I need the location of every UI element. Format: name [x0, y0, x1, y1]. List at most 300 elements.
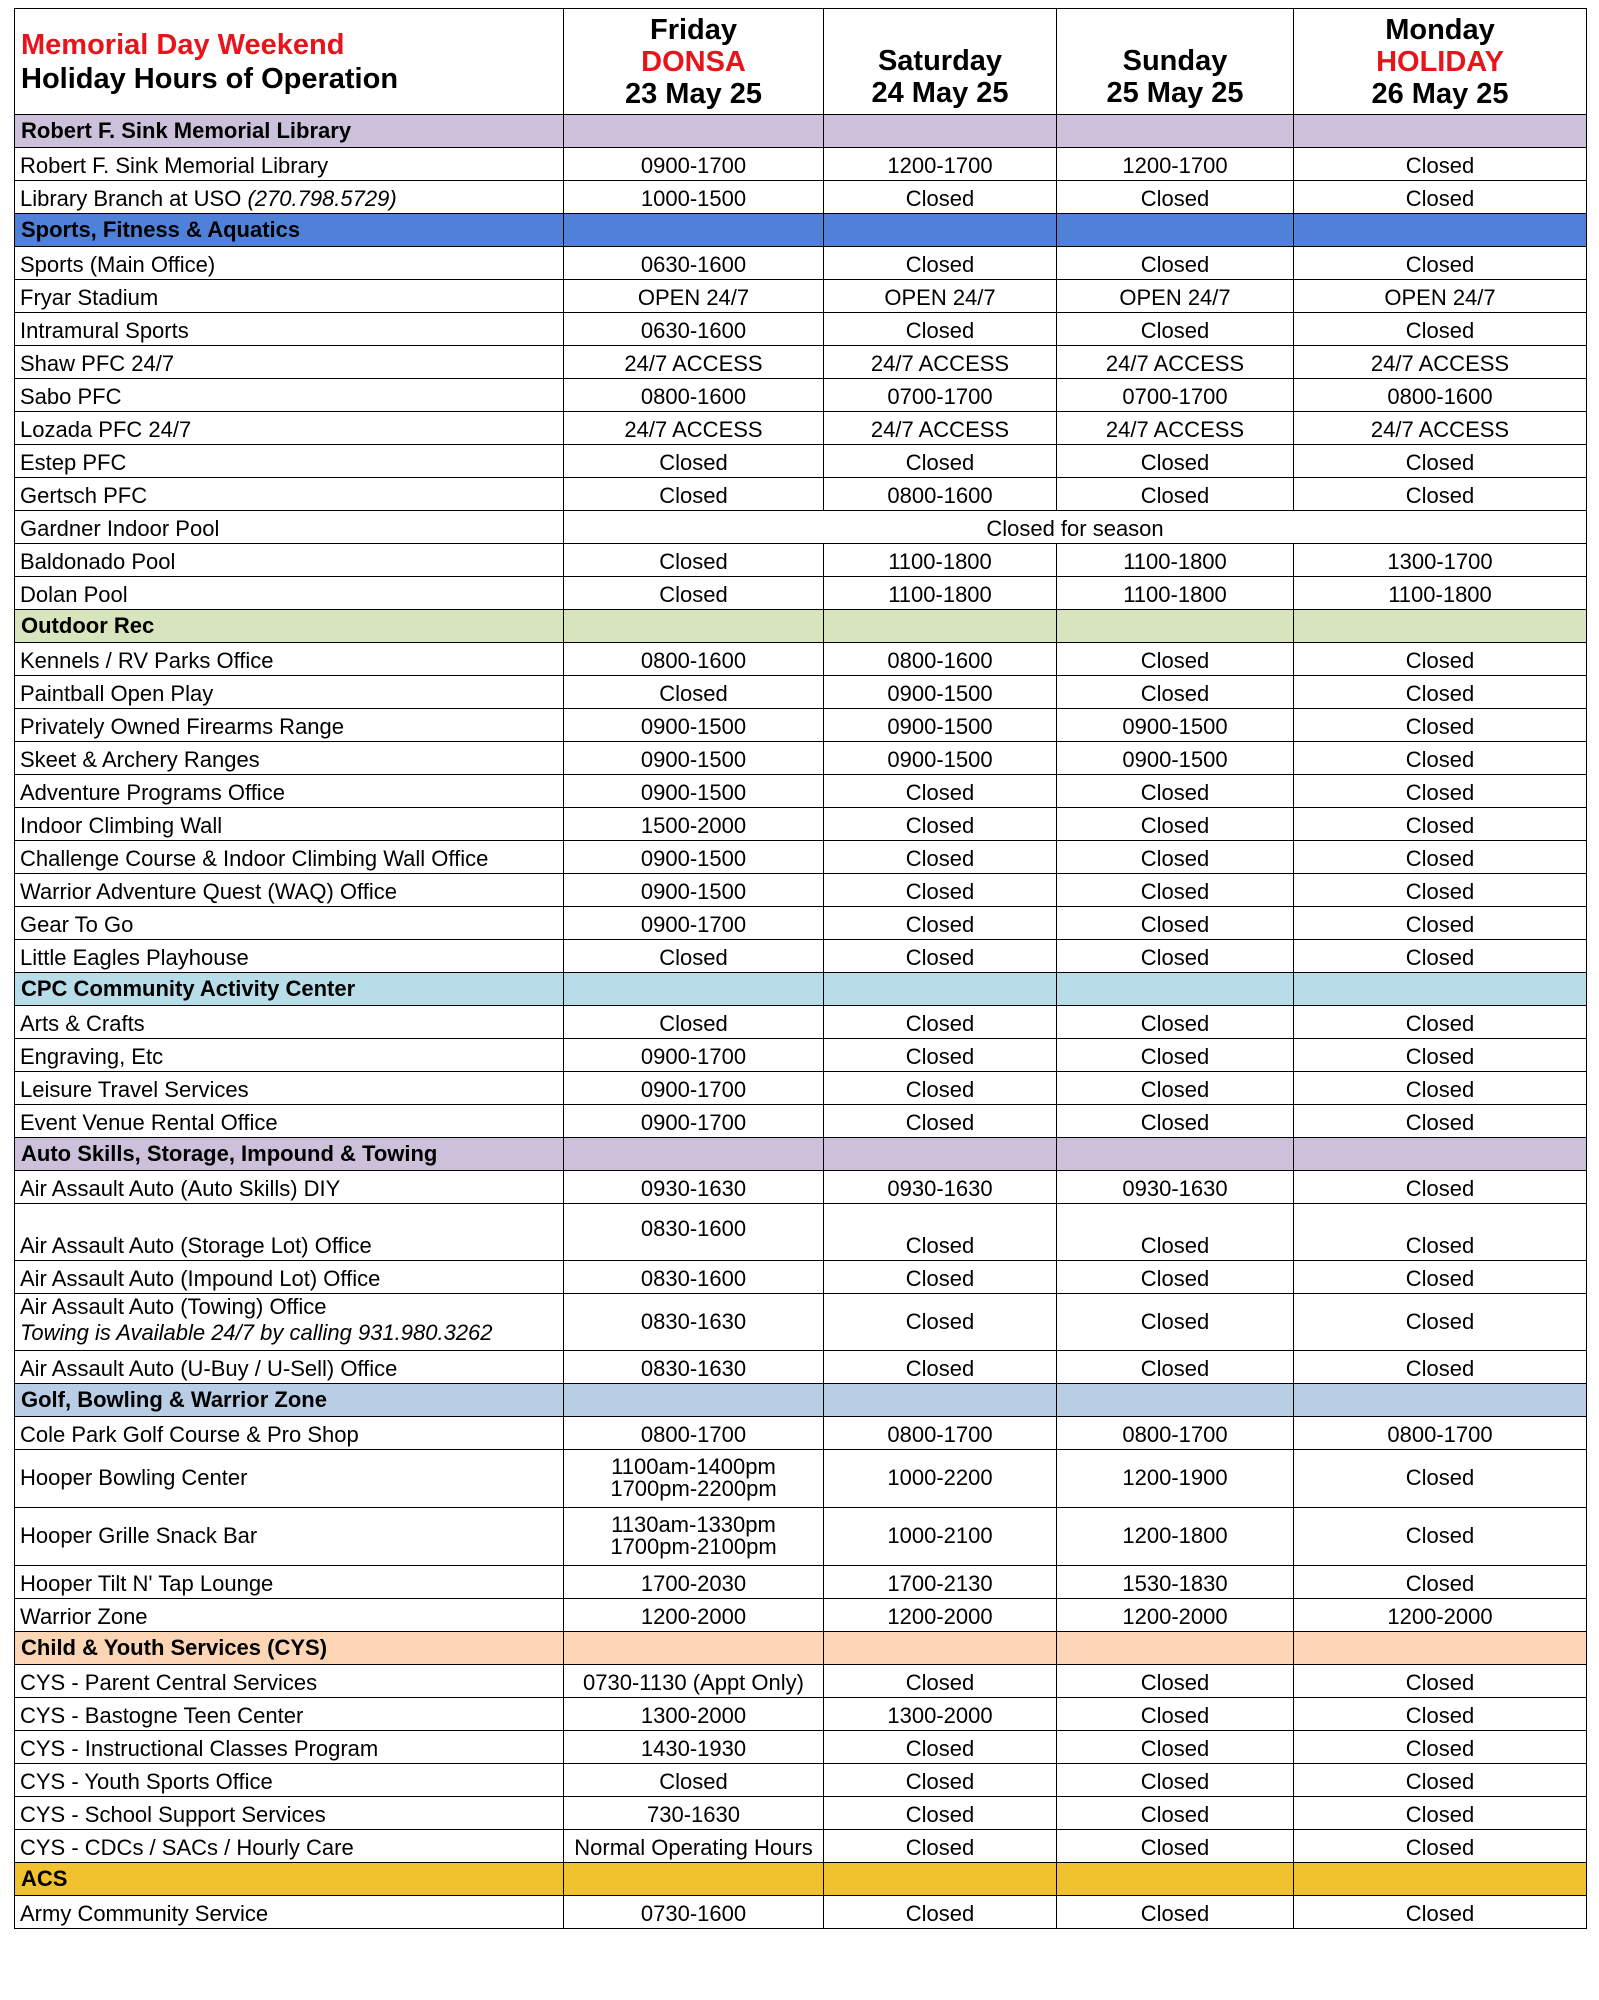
table-row	[15, 1797, 1587, 1830]
hours-monday: OPEN 24/7	[1294, 280, 1587, 313]
hours-monday: Closed	[1294, 247, 1587, 280]
hours-line: 1000-2100	[887, 1523, 993, 1548]
hours-monday: Closed	[1294, 1764, 1587, 1797]
hours-sheet	[14, 8, 1587, 1929]
hours-monday: Closed	[1294, 676, 1587, 709]
hours-saturday: 0800-1600	[824, 643, 1057, 676]
section-fill-cell	[824, 115, 1057, 148]
hours-saturday: 0900-1500	[824, 742, 1057, 775]
hours-monday: Closed	[1294, 148, 1587, 181]
facility-name	[15, 412, 564, 445]
section-header	[15, 214, 1587, 247]
section-fill-cell	[564, 973, 824, 1006]
day-date: 23 May 25	[624, 77, 763, 110]
hours-saturday: Closed	[824, 940, 1057, 973]
hours-sunday: Closed	[1057, 874, 1294, 907]
hours-line: 1000-2200	[887, 1465, 993, 1490]
facility-label: Air Assault Auto (Auto Skills) DIY	[20, 1176, 341, 1201]
hours-friday: 0800-1600	[564, 379, 824, 412]
facility-label: CYS - Bastogne Teen Center	[20, 1703, 304, 1728]
hours-line: 1200-1900	[1122, 1465, 1228, 1490]
hours-sunday: 24/7 ACCESS	[1057, 346, 1294, 379]
facility-name	[15, 313, 564, 346]
hours-friday: 24/7 ACCESS	[564, 412, 824, 445]
section-title: Robert F. Sink Memorial Library	[15, 115, 564, 148]
hours-saturday: 0900-1500	[824, 709, 1057, 742]
facility-name	[15, 1039, 564, 1072]
table-row	[15, 1039, 1587, 1072]
hours-monday: 1300-1700	[1294, 544, 1587, 577]
hours-friday: Closed	[564, 544, 824, 577]
hours-sunday: 0800-1700	[1057, 1417, 1294, 1450]
hours-saturday: 1200-2000	[824, 1599, 1057, 1632]
hours-monday: Closed	[1294, 1731, 1587, 1764]
hours-sunday: 0900-1500	[1057, 709, 1294, 742]
table-row	[15, 1105, 1587, 1138]
section-fill-cell	[1294, 115, 1587, 148]
table-row	[15, 1665, 1587, 1698]
hours-sunday: Closed	[1057, 1261, 1294, 1294]
section-fill-cell	[1057, 1632, 1294, 1665]
hours-sunday: Closed	[1057, 775, 1294, 808]
facility-name	[15, 1508, 564, 1566]
facility-name	[15, 742, 564, 775]
facility-name	[15, 1599, 564, 1632]
hours-friday: 0900-1500	[564, 775, 824, 808]
table-row	[15, 742, 1587, 775]
hours-friday: Closed	[564, 445, 824, 478]
table-row	[15, 181, 1587, 214]
facility-name	[15, 1417, 564, 1450]
section-fill-cell	[1294, 973, 1587, 1006]
hours-saturday: Closed	[824, 1039, 1057, 1072]
hours-friday: OPEN 24/7	[564, 280, 824, 313]
facility-label: Air Assault Auto (Impound Lot) Office	[20, 1266, 381, 1291]
hours-saturday: 0900-1500	[824, 676, 1057, 709]
hours-monday: Closed	[1294, 445, 1587, 478]
facility-label: Warrior Zone	[20, 1604, 148, 1629]
hours-monday: Closed	[1294, 742, 1587, 775]
hours-line: Closed	[1405, 1465, 1475, 1490]
section-fill-cell	[1294, 610, 1587, 643]
section-fill-cell	[564, 1632, 824, 1665]
table-row	[15, 841, 1587, 874]
hours-saturday: Closed	[824, 1351, 1057, 1384]
hours-sunday: Closed	[1057, 1351, 1294, 1384]
hours-sunday: Closed	[1057, 1072, 1294, 1105]
header-row	[15, 9, 1587, 115]
merged-hours-cell: Closed for season	[564, 511, 1587, 544]
section-fill-cell	[1057, 973, 1294, 1006]
section-fill-cell	[564, 1138, 824, 1171]
hours-sunday: Closed	[1057, 1797, 1294, 1830]
hours-monday: 1200-2000	[1294, 1599, 1587, 1632]
facility-label: Indoor Climbing Wall	[20, 813, 223, 838]
section-fill-cell	[1294, 214, 1587, 247]
facility-name	[15, 1896, 564, 1929]
facility-label: Cole Park Golf Course & Pro Shop	[20, 1422, 359, 1447]
facility-subnote: Towing is Available 24/7 by calling 931.980.3262	[20, 1320, 493, 1345]
hours-table	[14, 8, 1587, 1929]
hours-monday: Closed	[1294, 1896, 1587, 1929]
section-header	[15, 973, 1587, 1006]
facility-name	[15, 181, 564, 214]
hours-saturday: 1100-1800	[824, 577, 1057, 610]
hours-sunday: OPEN 24/7	[1057, 280, 1294, 313]
hours-sunday: Closed	[1057, 1764, 1294, 1797]
table-row	[15, 676, 1587, 709]
hours-sunday: Closed	[1057, 1204, 1294, 1261]
facility-label: Adventure Programs Office	[20, 780, 285, 805]
hours-friday: Closed	[564, 1764, 824, 1797]
facility-name	[15, 247, 564, 280]
section-title: Golf, Bowling & Warrior Zone	[15, 1384, 564, 1417]
facility-label: Hooper Grille Snack Bar	[20, 1523, 258, 1548]
facility-phone: (270.798.5729)	[247, 186, 397, 211]
hours-saturday: 24/7 ACCESS	[824, 412, 1057, 445]
facility-name	[15, 1450, 564, 1508]
table-row	[15, 1698, 1587, 1731]
hours-monday: Closed	[1294, 1830, 1587, 1863]
hours-line: 1700pm-2100pm	[610, 1534, 777, 1559]
hours-sunday: Closed	[1057, 808, 1294, 841]
facility-name	[15, 1797, 564, 1830]
hours-friday	[564, 1508, 824, 1566]
section-fill-cell	[1057, 115, 1294, 148]
hours-friday: 0830-1630	[564, 1294, 824, 1351]
hours-sunday: Closed	[1057, 1830, 1294, 1863]
facility-label: Challenge Course & Indoor Climbing Wall Office	[20, 846, 489, 871]
hours-sunday: 24/7 ACCESS	[1057, 412, 1294, 445]
table-row	[15, 478, 1587, 511]
section-fill-cell	[824, 1632, 1057, 1665]
facility-label: Kennels / RV Parks Office	[20, 648, 274, 673]
day-date: 25 May 25	[1106, 76, 1244, 109]
table-row	[15, 1764, 1587, 1797]
table-row	[15, 313, 1587, 346]
hours-saturday: Closed	[824, 1006, 1057, 1039]
hours-friday: Closed	[564, 1006, 824, 1039]
section-fill-cell	[564, 214, 824, 247]
day-header-sunday	[1057, 9, 1294, 115]
hours-friday: 0900-1500	[564, 709, 824, 742]
hours-sunday: Closed	[1057, 676, 1294, 709]
facility-label: Estep PFC	[20, 450, 127, 475]
hours-sunday: Closed	[1057, 1896, 1294, 1929]
hours-sunday: Closed	[1057, 1039, 1294, 1072]
hours-friday: 1700-2030	[564, 1566, 824, 1599]
hours-line: 1700pm-2200pm	[610, 1476, 777, 1501]
facility-name	[15, 1171, 564, 1204]
table-row	[15, 346, 1587, 379]
hours-friday: 0630-1600	[564, 247, 824, 280]
table-row	[15, 1072, 1587, 1105]
hours-monday: Closed	[1294, 478, 1587, 511]
facility-label: Shaw PFC 24/7	[20, 351, 175, 376]
facility-label: Skeet & Archery Ranges	[20, 747, 260, 772]
section-title: Outdoor Rec	[15, 610, 564, 643]
hours-monday: Closed	[1294, 1351, 1587, 1384]
hours-monday: Closed	[1294, 709, 1587, 742]
hours-friday: 1500-2000	[564, 808, 824, 841]
facility-name	[15, 1105, 564, 1138]
facility-name	[15, 1665, 564, 1698]
facility-label: Intramural Sports	[20, 318, 189, 343]
hours-friday: Closed	[564, 577, 824, 610]
hours-saturday: 24/7 ACCESS	[824, 346, 1057, 379]
hours-monday	[1294, 1450, 1587, 1508]
day-name: Monday	[1385, 13, 1495, 46]
hours-saturday: Closed	[824, 1294, 1057, 1351]
facility-name	[15, 1731, 564, 1764]
hours-line: 1200-1800	[1122, 1523, 1228, 1548]
facility-name	[15, 577, 564, 610]
hours-saturday: Closed	[824, 181, 1057, 214]
hours-friday: 0630-1600	[564, 313, 824, 346]
facility-label: Gardner Indoor Pool	[20, 516, 220, 541]
hours-saturday: Closed	[824, 445, 1057, 478]
facility-label: Event Venue Rental Office	[20, 1110, 278, 1135]
section-fill-cell	[564, 610, 824, 643]
hours-monday: Closed	[1294, 1566, 1587, 1599]
hours-saturday	[824, 1450, 1057, 1508]
section-title: ACS	[15, 1863, 564, 1896]
section-fill-cell	[564, 115, 824, 148]
section-fill-cell	[564, 1384, 824, 1417]
table-row	[15, 808, 1587, 841]
facility-name	[15, 478, 564, 511]
section-fill-cell	[824, 610, 1057, 643]
hours-saturday: Closed	[824, 841, 1057, 874]
hours-sunday: Closed	[1057, 1006, 1294, 1039]
facility-label: Air Assault Auto (U-Buy / U-Sell) Office	[20, 1356, 398, 1381]
hours-friday: 0830-1600	[564, 1204, 824, 1261]
hours-friday: 0930-1630	[564, 1171, 824, 1204]
hours-friday: 0730-1130 (Appt Only)	[564, 1665, 824, 1698]
section-fill-cell	[1057, 1384, 1294, 1417]
facility-label: Privately Owned Firearms Range	[20, 714, 345, 739]
facility-name	[15, 511, 564, 544]
hours-friday: 1000-1500	[564, 181, 824, 214]
section-fill-cell	[1057, 610, 1294, 643]
hours-sunday: Closed	[1057, 478, 1294, 511]
facility-label: Warrior Adventure Quest (WAQ) Office	[20, 879, 397, 904]
hours-sunday: Closed	[1057, 907, 1294, 940]
day-name: Friday	[649, 13, 738, 46]
table-row	[15, 445, 1587, 478]
hours-saturday: Closed	[824, 247, 1057, 280]
section-title: CPC Community Activity Center	[15, 973, 564, 1006]
facility-label: Baldonado Pool	[20, 549, 176, 574]
hours-monday: 0800-1700	[1294, 1417, 1587, 1450]
hours-friday: 0800-1700	[564, 1417, 824, 1450]
hours-saturday: Closed	[824, 907, 1057, 940]
facility-name	[15, 1351, 564, 1384]
table-row	[15, 1450, 1587, 1508]
hours-friday: 24/7 ACCESS	[564, 346, 824, 379]
facility-name	[15, 676, 564, 709]
facility-label: Sports (Main Office)	[20, 252, 216, 277]
section-fill-cell	[824, 1863, 1057, 1896]
section-title: Auto Skills, Storage, Impound & Towing	[15, 1138, 564, 1171]
facility-label: Robert F. Sink Memorial Library	[20, 153, 329, 178]
hours-monday: Closed	[1294, 181, 1587, 214]
table-row	[15, 874, 1587, 907]
hours-friday: 0830-1630	[564, 1351, 824, 1384]
table-row	[15, 1896, 1587, 1929]
facility-label: Sabo PFC	[20, 384, 122, 409]
title-line-2: Holiday Hours of Operation	[21, 62, 399, 95]
hours-friday: 0730-1600	[564, 1896, 824, 1929]
hours-friday: 0900-1700	[564, 1039, 824, 1072]
hours-saturday: Closed	[824, 313, 1057, 346]
facility-label: CYS - Parent Central Services	[20, 1670, 318, 1695]
hours-monday: Closed	[1294, 1006, 1587, 1039]
hours-friday: 0800-1600	[564, 643, 824, 676]
facility-name	[15, 907, 564, 940]
hours-monday: Closed	[1294, 1039, 1587, 1072]
hours-saturday: Closed	[824, 1261, 1057, 1294]
facility-label: Hooper Tilt N' Tap Lounge	[20, 1571, 274, 1596]
table-row	[15, 1171, 1587, 1204]
facility-label: CYS - Instructional Classes Program	[20, 1736, 379, 1761]
section-header	[15, 1384, 1587, 1417]
table-row	[15, 1294, 1587, 1351]
hours-sunday: Closed	[1057, 247, 1294, 280]
table-row	[15, 577, 1587, 610]
table-row	[15, 511, 1587, 544]
hours-friday: Closed	[564, 940, 824, 973]
hours-sunday: 1100-1800	[1057, 577, 1294, 610]
hours-friday: 730-1630	[564, 1797, 824, 1830]
table-row	[15, 1204, 1587, 1261]
facility-name	[15, 1006, 564, 1039]
table-row	[15, 247, 1587, 280]
section-fill-cell	[824, 1384, 1057, 1417]
facility-name	[15, 1261, 564, 1294]
hours-friday: 0900-1500	[564, 874, 824, 907]
hours-monday: Closed	[1294, 1105, 1587, 1138]
facility-label: Lozada PFC 24/7	[20, 417, 192, 442]
section-title: Sports, Fitness & Aquatics	[15, 214, 564, 247]
hours-sunday: Closed	[1057, 1665, 1294, 1698]
facility-name	[15, 643, 564, 676]
hours-sunday: 0700-1700	[1057, 379, 1294, 412]
table-row	[15, 1566, 1587, 1599]
hours-sunday: Closed	[1057, 181, 1294, 214]
section-header	[15, 1863, 1587, 1896]
hours-saturday: Closed	[824, 1665, 1057, 1698]
hours-saturday: 1100-1800	[824, 544, 1057, 577]
hours-saturday: 0800-1700	[824, 1417, 1057, 1450]
section-fill-cell	[824, 214, 1057, 247]
day-note: DONSA	[641, 45, 746, 78]
hours-saturday: Closed	[824, 808, 1057, 841]
hours-monday: 0800-1600	[1294, 379, 1587, 412]
hours-sunday: Closed	[1057, 445, 1294, 478]
day-note: HOLIDAY	[1376, 45, 1504, 78]
hours-sunday: 0900-1500	[1057, 742, 1294, 775]
hours-friday: 0900-1700	[564, 148, 824, 181]
facility-label: Library Branch at USO	[20, 186, 248, 211]
day-date: 24 May 25	[871, 76, 1009, 109]
hours-friday: Closed	[564, 478, 824, 511]
hours-sunday: 1100-1800	[1057, 544, 1294, 577]
hours-friday: 0900-1500	[564, 742, 824, 775]
hours-sunday: Closed	[1057, 313, 1294, 346]
section-fill-cell	[1057, 214, 1294, 247]
facility-name	[15, 346, 564, 379]
hours-line: Closed	[1405, 1523, 1475, 1548]
hours-monday: Closed	[1294, 643, 1587, 676]
facility-label: Air Assault Auto (Storage Lot) Office	[20, 1233, 372, 1258]
hours-sunday: Closed	[1057, 643, 1294, 676]
table-title	[15, 9, 564, 115]
hours-saturday: Closed	[824, 1072, 1057, 1105]
table-row	[15, 1351, 1587, 1384]
hours-monday: Closed	[1294, 1204, 1587, 1261]
table-row	[15, 412, 1587, 445]
hours-monday: Closed	[1294, 907, 1587, 940]
facility-name	[15, 940, 564, 973]
facility-name	[15, 148, 564, 181]
table-row	[15, 1508, 1587, 1566]
hours-friday: 0830-1600	[564, 1261, 824, 1294]
facility-name	[15, 280, 564, 313]
hours-sunday: 1200-2000	[1057, 1599, 1294, 1632]
hours-monday: 24/7 ACCESS	[1294, 412, 1587, 445]
facility-name	[15, 1764, 564, 1797]
facility-label: Air Assault Auto (Towing) Office	[20, 1294, 327, 1319]
section-fill-cell	[1294, 1138, 1587, 1171]
hours-saturday: Closed	[824, 1764, 1057, 1797]
section-header	[15, 610, 1587, 643]
hours-saturday: Closed	[824, 1105, 1057, 1138]
hours-monday: Closed	[1294, 313, 1587, 346]
hours-line: 1130am-1330pm	[611, 1512, 776, 1537]
hours-monday: 1100-1800	[1294, 577, 1587, 610]
section-header	[15, 1138, 1587, 1171]
hours-line: 1100am-1400pm	[611, 1454, 776, 1479]
section-fill-cell	[1057, 1863, 1294, 1896]
hours-sunday: Closed	[1057, 1698, 1294, 1731]
facility-name	[15, 1698, 564, 1731]
hours-saturday: 0800-1600	[824, 478, 1057, 511]
facility-label: Gertsch PFC	[20, 483, 148, 508]
hours-sunday: 1200-1700	[1057, 148, 1294, 181]
hours-monday: Closed	[1294, 1294, 1587, 1351]
facility-label: Gear To Go	[20, 912, 134, 937]
section-header	[15, 115, 1587, 148]
section-fill-cell	[1294, 1863, 1587, 1896]
hours-saturday	[824, 1508, 1057, 1566]
hours-saturday: Closed	[824, 1731, 1057, 1764]
table-row	[15, 1599, 1587, 1632]
hours-saturday: 0930-1630	[824, 1171, 1057, 1204]
hours-saturday: OPEN 24/7	[824, 280, 1057, 313]
section-fill-cell	[564, 1863, 824, 1896]
facility-label: Arts & Crafts	[20, 1011, 145, 1036]
hours-friday: 1200-2000	[564, 1599, 824, 1632]
hours-friday: 0900-1700	[564, 907, 824, 940]
table-row	[15, 379, 1587, 412]
facility-name	[15, 379, 564, 412]
hours-monday: Closed	[1294, 1261, 1587, 1294]
table-row	[15, 1830, 1587, 1863]
facility-name	[15, 808, 564, 841]
facility-name	[15, 1830, 564, 1863]
facility-name	[15, 1294, 564, 1351]
